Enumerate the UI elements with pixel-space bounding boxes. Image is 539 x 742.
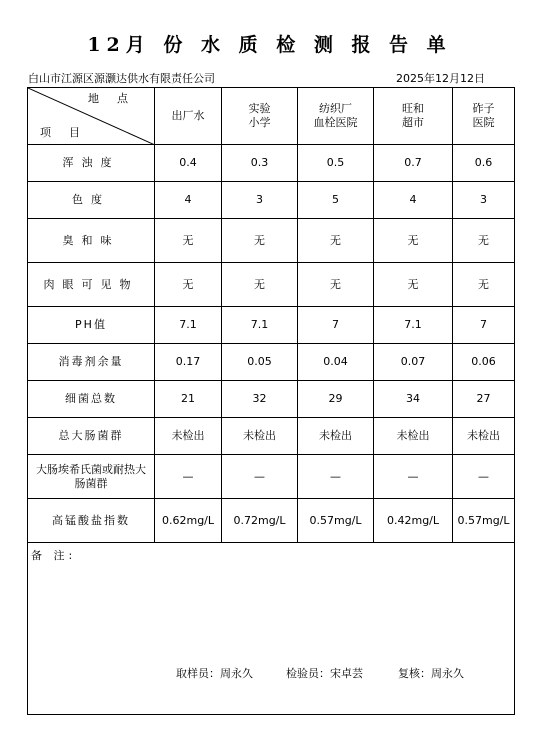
table-row [28, 499, 515, 543]
table-row [28, 307, 515, 344]
value-cell: 21 [155, 381, 222, 418]
table-row [28, 263, 515, 307]
value-cell: — [222, 455, 298, 499]
value-cell: — [453, 455, 515, 499]
location-header: 出厂水 [155, 88, 222, 145]
row-item-label: 浑浊度 [28, 145, 155, 182]
value-cell: 无 [155, 263, 222, 307]
value-cell: 0.17 [155, 344, 222, 381]
value-cell: — [298, 455, 374, 499]
row-item-label: 肉眼可见物 [28, 263, 155, 307]
table-row [28, 182, 515, 219]
reviewer-signature: 复核：周永久 [398, 667, 464, 680]
corner-label-location: 地点 [88, 92, 146, 105]
row-item-label: 消毒剂余量 [28, 344, 155, 381]
value-cell: 7.1 [222, 307, 298, 344]
table-row [28, 344, 515, 381]
row-item-label: 臭和味 [28, 219, 155, 263]
corner-label-item: 项目 [40, 126, 98, 139]
value-cell: — [155, 455, 222, 499]
value-cell: 0.3 [222, 145, 298, 182]
table-row [28, 381, 515, 418]
value-cell: 无 [222, 219, 298, 263]
row-item-label: 总大肠菌群 [28, 418, 155, 455]
value-cell: 0.4 [155, 145, 222, 182]
remarks-label: 备 注: [31, 549, 77, 562]
value-cell: 无 [453, 263, 515, 307]
location-header: 实验 小学 [222, 88, 298, 145]
table-row [28, 145, 515, 182]
value-cell: 34 [374, 381, 453, 418]
value-cell: 0.5 [298, 145, 374, 182]
value-cell: 32 [222, 381, 298, 418]
table-row [28, 418, 515, 455]
inspector-signature: 检验员：宋卓芸 [286, 667, 363, 680]
value-cell: 无 [374, 219, 453, 263]
value-cell: 0.42mg/L [374, 499, 453, 543]
report-title: 12月 份 水 质 检 测 报 告 单 [87, 34, 452, 56]
value-cell: 0.05 [222, 344, 298, 381]
value-cell: 0.57mg/L [298, 499, 374, 543]
value-cell: 7 [453, 307, 515, 344]
value-cell: 5 [298, 182, 374, 219]
row-item-label: 高锰酸盐指数 [28, 499, 155, 543]
value-cell: 4 [155, 182, 222, 219]
corner-header-cell [28, 88, 155, 145]
value-cell: 4 [374, 182, 453, 219]
report-date: 2025年12月12日 [396, 72, 485, 85]
sampler-signature: 取样员：周永久 [176, 667, 253, 680]
value-cell: 未检出 [222, 418, 298, 455]
location-header: 砟子 医院 [453, 88, 515, 145]
row-item-label: 大肠埃希氏菌或耐热大肠菌群 [28, 455, 155, 499]
value-cell: 3 [222, 182, 298, 219]
value-cell: 0.06 [453, 344, 515, 381]
value-cell: 无 [222, 263, 298, 307]
row-item-label: PH值 [28, 307, 155, 344]
value-cell: 未检出 [155, 418, 222, 455]
location-header: 旺和 超市 [374, 88, 453, 145]
water-quality-table [27, 87, 515, 715]
value-cell: 无 [298, 219, 374, 263]
remarks-cell [28, 543, 515, 715]
row-item-label: 色度 [28, 182, 155, 219]
value-cell: 3 [453, 182, 515, 219]
value-cell: 29 [298, 381, 374, 418]
table-row [28, 455, 515, 499]
value-cell: 0.04 [298, 344, 374, 381]
value-cell: 0.6 [453, 145, 515, 182]
value-cell: 0.72mg/L [222, 499, 298, 543]
row-item-label: 细菌总数 [28, 381, 155, 418]
value-cell: 0.07 [374, 344, 453, 381]
value-cell: 7.1 [155, 307, 222, 344]
organization-name: 白山市江源区源灏达供水有限责任公司 [28, 72, 215, 85]
value-cell: 未检出 [453, 418, 515, 455]
value-cell: 无 [453, 219, 515, 263]
value-cell: 无 [374, 263, 453, 307]
remarks-row [28, 543, 515, 715]
value-cell: 0.7 [374, 145, 453, 182]
value-cell: 27 [453, 381, 515, 418]
value-cell: 0.57mg/L [453, 499, 515, 543]
value-cell: 0.62mg/L [155, 499, 222, 543]
header-row [28, 88, 515, 145]
value-cell: 无 [155, 219, 222, 263]
value-cell: 未检出 [374, 418, 453, 455]
value-cell: — [374, 455, 453, 499]
value-cell: 无 [298, 263, 374, 307]
value-cell: 未检出 [298, 418, 374, 455]
location-header: 纺织厂 血栓医院 [298, 88, 374, 145]
table-row [28, 219, 515, 263]
value-cell: 7 [298, 307, 374, 344]
value-cell: 7.1 [374, 307, 453, 344]
